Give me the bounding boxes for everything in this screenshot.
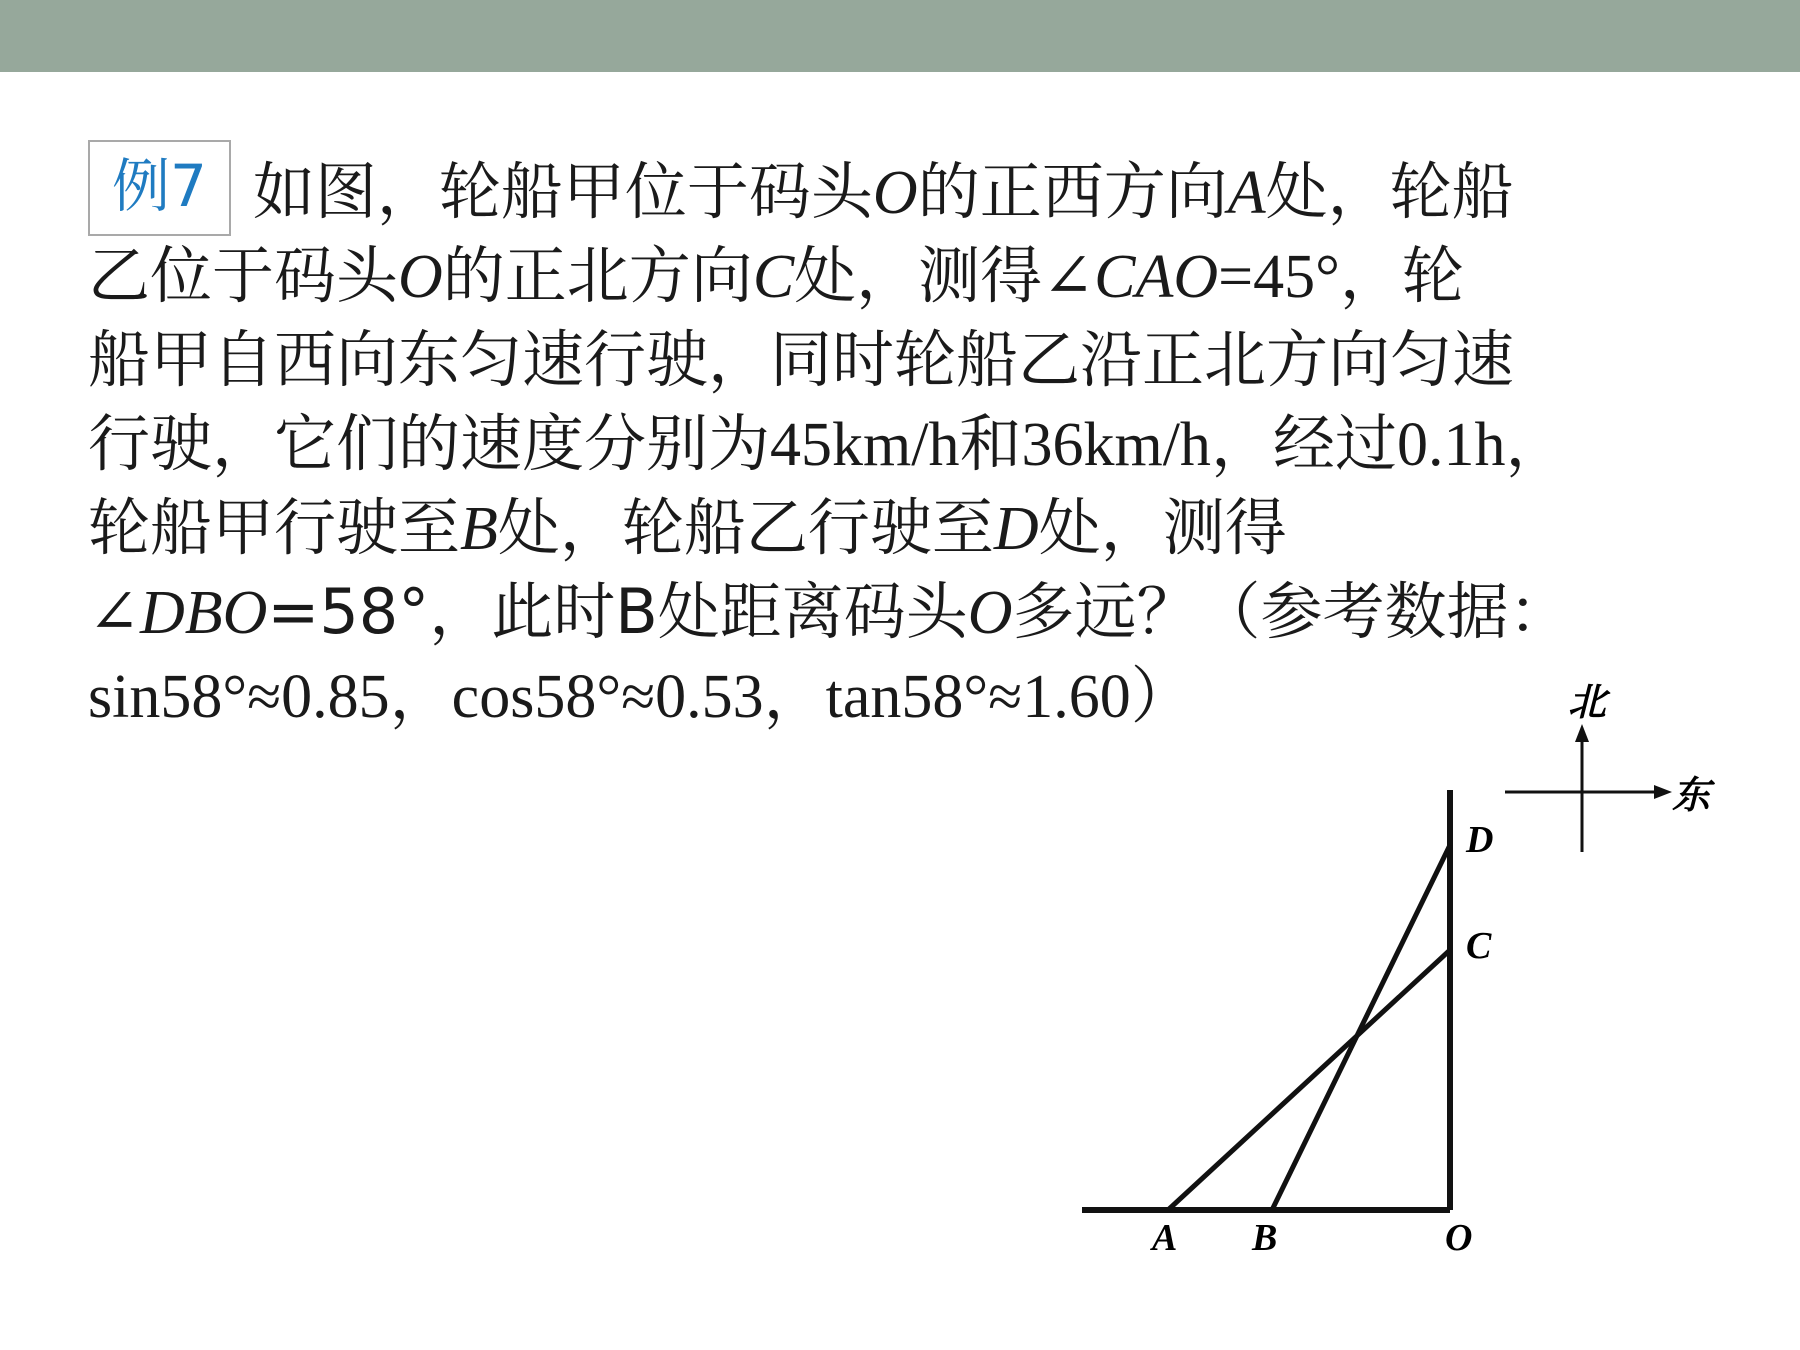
point-a-label: A xyxy=(1152,1217,1178,1259)
problem-line-3: 船甲自西向东匀速行驶，同时轮船乙沿正北方向匀速 xyxy=(88,323,1515,396)
top-bar xyxy=(0,0,1800,72)
east-arrow-icon xyxy=(1654,785,1672,799)
point-c-label: C xyxy=(1466,925,1492,967)
problem-line-4: 行驶，它们的速度分别为45km/h和36km/h，经过0.1h， xyxy=(88,407,1568,480)
example-label: 例7 xyxy=(88,140,231,236)
segment-bd xyxy=(1272,845,1450,1210)
point-o-label: O xyxy=(1445,1217,1473,1259)
point-d-label: D xyxy=(1466,819,1494,861)
problem-line-5: 轮船甲行驶至B处，轮船乙行驶至D处，测得 xyxy=(88,491,1287,564)
problem-line-7: sin58°≈0.85，cos58°≈0.53，tan58°≈1.60） xyxy=(88,663,1193,731)
north-arrow-icon xyxy=(1575,724,1589,742)
segment-ac xyxy=(1168,950,1450,1210)
problem-line-1: 例7 如图，轮船甲位于码头O的正西方向A处，轮船 xyxy=(88,150,1728,234)
geometry-diagram xyxy=(1060,680,1740,1260)
point-b-label: B xyxy=(1252,1217,1278,1259)
compass-north-label: 北 xyxy=(1568,680,1607,724)
problem-line-2: 乙位于码头O的正北方向C处，测得∠CAO=45°，轮 xyxy=(88,239,1464,312)
problem-text xyxy=(88,150,1728,738)
problem-line-6: ∠DBO=58°，此时B处距离码头O多远？（参考数据： xyxy=(88,575,1571,648)
compass-east-label: 东 xyxy=(1672,773,1711,817)
